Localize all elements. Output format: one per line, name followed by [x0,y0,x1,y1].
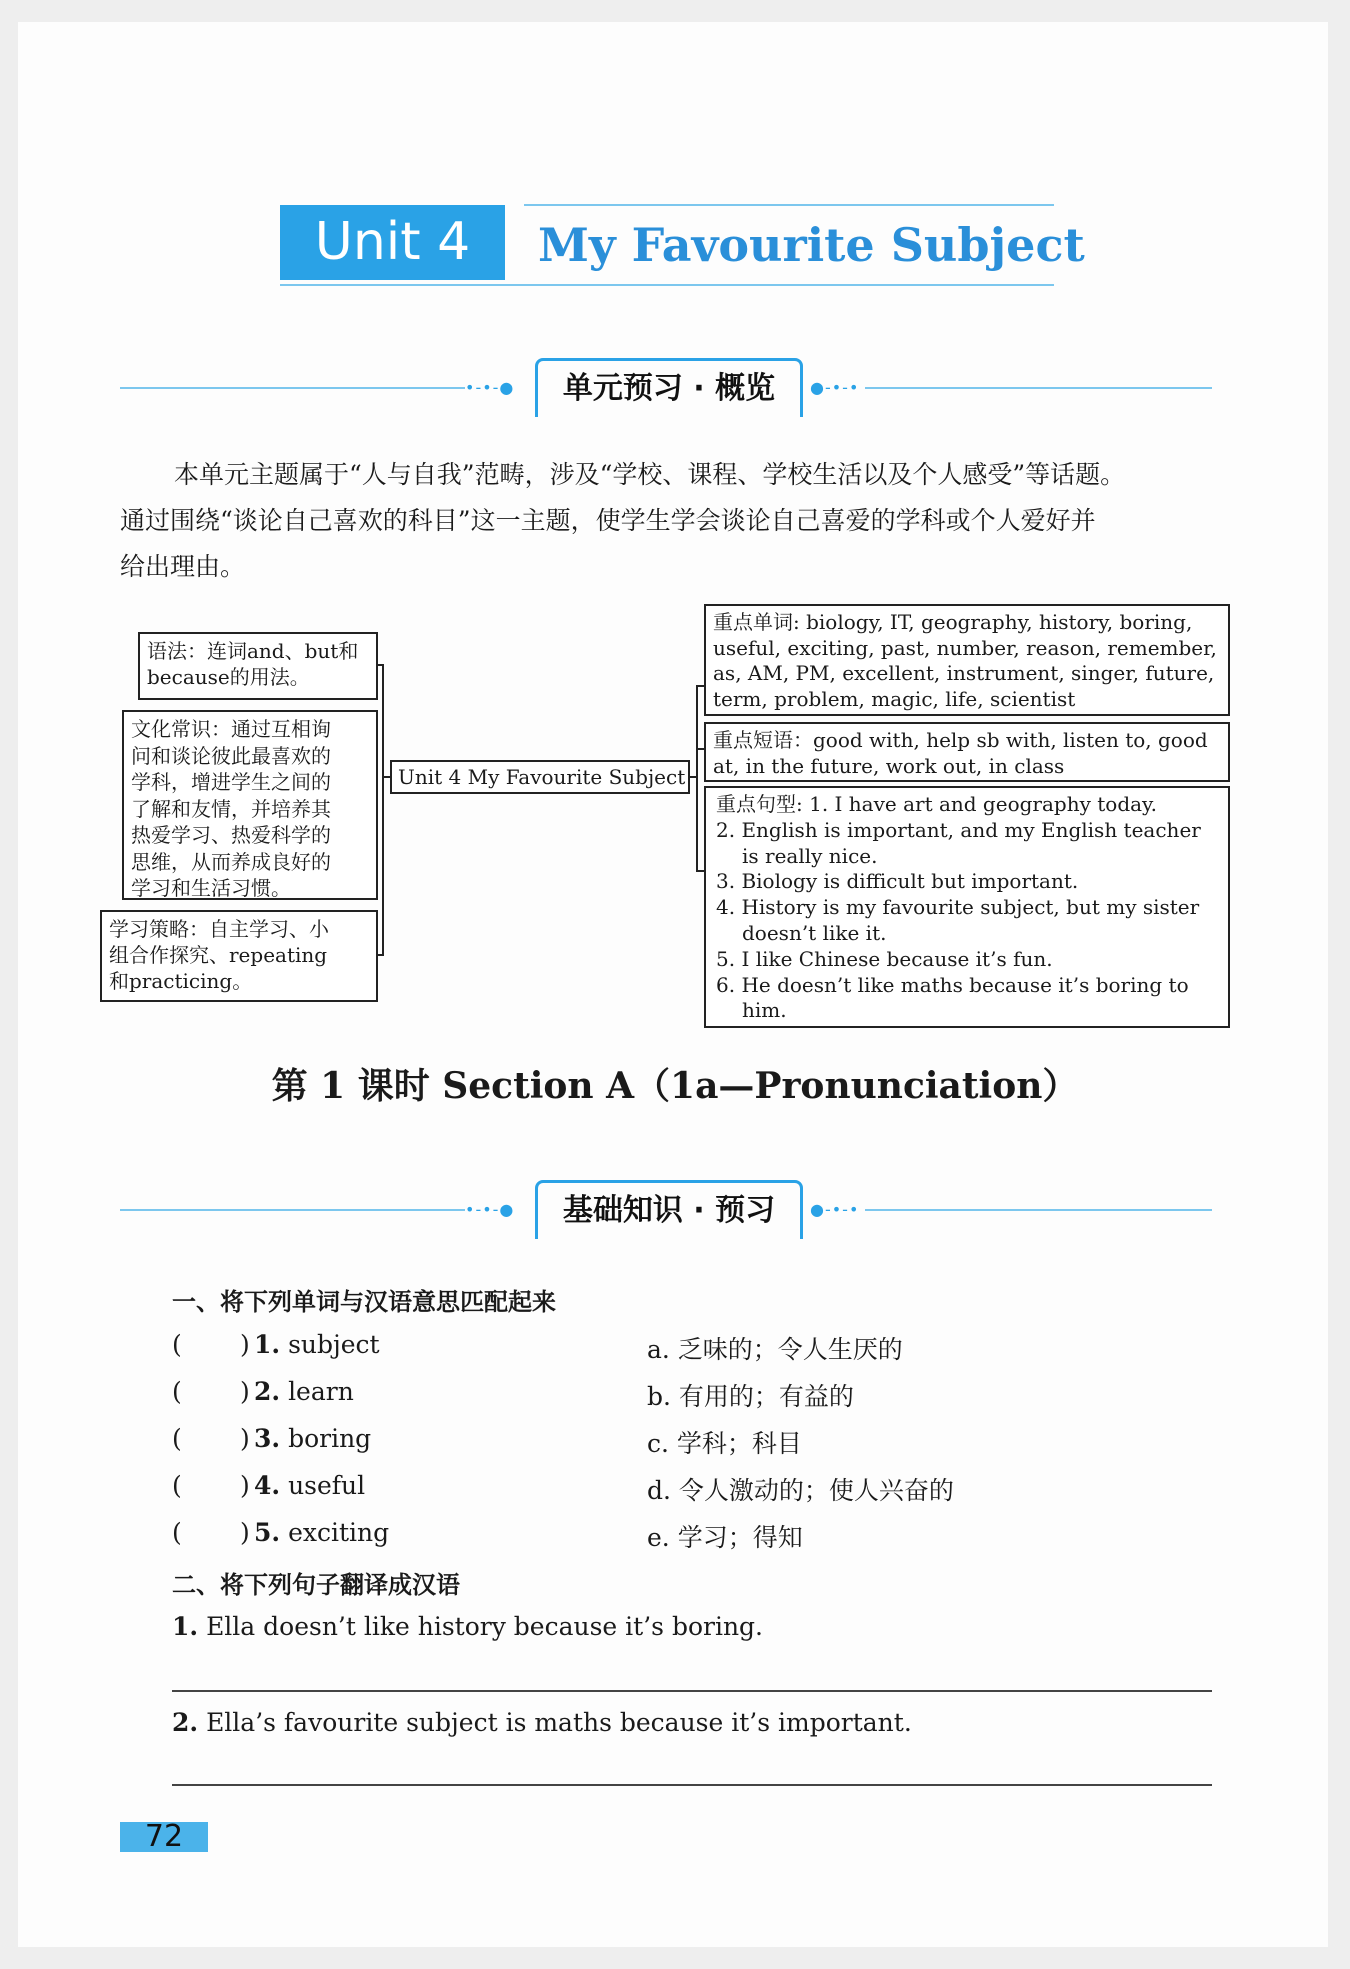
match-option: d. 令人激动的；使人兴奋的 [647,1476,954,1505]
connector-tick [378,664,384,666]
page-number: 72 [120,1822,208,1852]
rule-left [120,1209,465,1211]
lesson-title: 第 1 课时 Section A（1a—Pronunciation） [271,1065,1079,1107]
intro-paragraph [120,452,1220,590]
connector-tick [696,685,704,687]
rule-left [120,387,465,389]
match-item: ( ) 3. boring c. 学科；科目 [172,1424,802,1458]
mindmap-key-words: 重点单词: biology, IT, geography, history, boring, useful, exciting, past, number, reason, remember, as, AM, PM, excellent, instrument, singer, future, term, problem, magic, life, scientist [704,604,1230,716]
part1-heading: 一、将下列单词与汉语意思匹配起来 [172,1288,556,1316]
match-item: ( ) 5. exciting e. 学习；得知 [172,1518,803,1552]
translate-sentence: 1. Ella doesn’t like history because it’s boring. [172,1612,763,1641]
mindmap-strategy: 学习策略：自主学习、小 组合作探究、repeating 和practicing。 [100,910,378,1002]
intro-line: 通过围绕“谈论自己喜欢的科目”这一主题，使学生学会谈论自己喜爱的学科或个人爱好并 [120,506,1096,535]
match-item: ( ) 1. subject a. 乏味的；令人生厌的 [172,1330,903,1364]
connector-tick [696,748,704,750]
connector-tick [696,870,704,872]
dots-left-icon: •-•-● [465,1200,515,1219]
section-title: 单元预习 · 概览 [535,358,803,417]
mindmap-grammar: 语法：连词and、but和 because的用法。 [138,632,378,700]
unit-label: Unit 4 [280,205,505,280]
title-rule-top [524,204,1054,206]
answer-line[interactable] [172,1690,1212,1692]
match-option: a. 乏味的；令人生厌的 [647,1335,903,1364]
connector-right-vertical [696,685,698,870]
section-title: 基础知识 · 预习 [535,1180,803,1239]
rule-right [865,387,1212,389]
answer-line[interactable] [172,1784,1212,1786]
match-option: c. 学科；科目 [647,1429,802,1458]
section-header-preview [120,358,1212,418]
connector-left-vertical [382,664,384,954]
mindmap-center: Unit 4 My Favourite Subject [390,760,690,794]
mindmap-culture: 文化常识：通过互相询 问和谈论彼此最喜欢的 学科，增进学生之间的 了解和友情，并培养其 热爱学习、热爱科学的 思维，从而养成良好的 学习和生活习惯。 [122,710,378,900]
match-item: ( ) 4. useful d. 令人激动的；使人兴奋的 [172,1471,954,1505]
translate-sentence: 2. Ella’s favourite subject is maths because it’s important. [172,1708,912,1737]
intro-line: 本单元主题属于“人与自我”范畴，涉及“学校、课程、学校生活以及个人感受”等话题。 [174,460,1126,489]
part2-heading: 二、将下列句子翻译成汉语 [172,1571,460,1599]
match-option: b. 有用的；有益的 [647,1382,854,1411]
dots-left-icon: •-•-● [465,378,515,397]
mindmap-key-sentences: 重点句型: 1. I have art and geography today. 2. English is important, and my English teacher is really nice. 3. Biology is difficult but important. 4. History is my favourite subject, but my sister doesn’t like it. 5. I like Chinese because it’s fun. 6. He doesn’t like maths because it’s boring to him. [704,786,1230,1028]
section-header-basics [120,1180,1212,1240]
match-item: ( ) 2. learn b. 有用的；有益的 [172,1377,854,1411]
title-rule-bottom [280,284,1054,286]
connector-to-center [382,776,390,778]
connector-tick [378,954,384,956]
dots-right-icon: ●-•-• [810,1200,860,1219]
match-option: e. 学习；得知 [647,1523,803,1552]
intro-line: 给出理由。 [120,552,246,581]
unit-title: My Favourite Subject [538,218,1085,272]
rule-right [865,1209,1212,1211]
mindmap-key-phrases: 重点短语：good with, help sb with, listen to, good at, in the future, work out, in class [704,722,1230,782]
dots-right-icon: ●-•-• [810,378,860,397]
